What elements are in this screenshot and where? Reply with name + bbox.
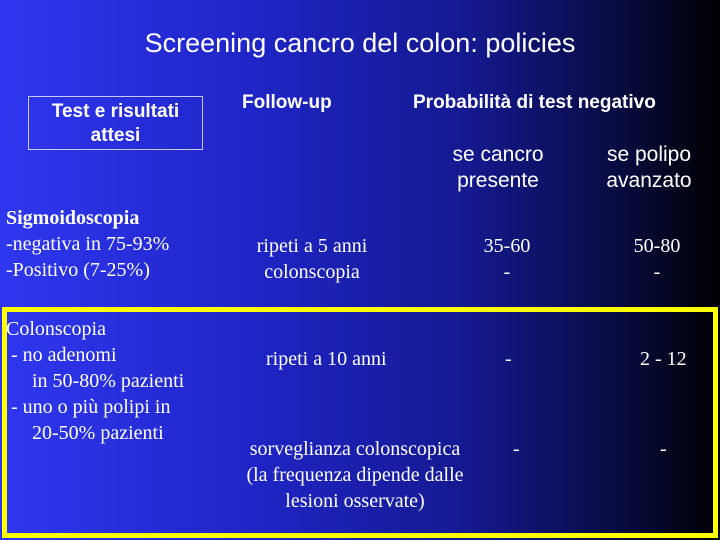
- subheader-cancro-presente: [432, 142, 564, 194]
- colonscopia-no-adenomi: - no adenomi: [6, 344, 117, 366]
- subheader-polipo-line2: avanzato: [606, 169, 692, 192]
- colonscopia-label: Colonscopia: [6, 318, 106, 340]
- subheader-cancro-line2: presente: [457, 169, 539, 192]
- colonscopia-follow2-line3: lesioni osservate): [285, 490, 425, 512]
- colonscopia-follow-up-2: [210, 436, 500, 514]
- test-results-header-box: [28, 96, 203, 150]
- follow-up-header: Follow-up: [242, 92, 332, 113]
- colonscopia-polipi: - uno o più polipi in: [6, 396, 171, 418]
- colonscopia-cancro-value-2: -: [513, 438, 520, 460]
- sigmoidoscopia-follow-up: [232, 233, 392, 285]
- sigmoidoscopia-follow-line1: ripeti a 5 anni: [256, 235, 368, 257]
- subheader-cancro-line1: se cancro: [452, 143, 544, 166]
- slide-title: Screening cancro del colon: policies: [144, 28, 576, 58]
- sigmoidoscopia-cancro-line2: -: [503, 261, 511, 283]
- sigmoidoscopia-follow-line2: colonscopia: [264, 261, 360, 283]
- sigmoidoscopia-label: Sigmoidoscopia: [6, 207, 140, 229]
- sigmoidoscopia-polipo-line1: 50-80: [633, 235, 681, 257]
- probability-header: Probabilità di test negativo: [413, 92, 656, 113]
- sigmoidoscopia-cancro-line1: 35-60: [483, 235, 531, 257]
- sigmoidoscopia-cancro-value: [462, 233, 552, 285]
- subheader-polipo-line1: se polipo: [606, 143, 692, 166]
- colonscopia-follow2-line2: (la frequenza dipende dalle: [246, 464, 464, 486]
- sigmoidoscopia-positive: -Positivo (7-25%): [6, 259, 150, 281]
- colonscopia-cell: [6, 316, 184, 446]
- subheader-polipo-avanzato: [585, 142, 713, 194]
- sigmoidoscopia-polipo-value: [612, 233, 702, 285]
- test-header-line1: Test e risultati: [51, 101, 180, 122]
- colonscopia-follow-up-1: ripeti a 10 anni: [266, 348, 387, 370]
- colonscopia-polipo-value-2: -: [660, 438, 667, 460]
- colonscopia-cancro-value-1: -: [505, 348, 512, 370]
- sigmoidoscopia-polipo-line2: -: [653, 261, 661, 283]
- test-header-line2: attesi: [90, 125, 141, 146]
- colonscopia-no-adenomi-percent: in 50-80% pazienti: [32, 370, 185, 392]
- sigmoidoscopia-cell: [6, 205, 169, 283]
- colonscopia-follow2-line1: sorveglianza colonscopica: [249, 438, 461, 460]
- colonscopia-polipi-percent: 20-50% pazienti: [32, 422, 164, 444]
- sigmoidoscopia-negative: -negativa in 75-93%: [6, 233, 170, 255]
- colonscopia-polipo-value-1: 2 - 12: [640, 348, 687, 370]
